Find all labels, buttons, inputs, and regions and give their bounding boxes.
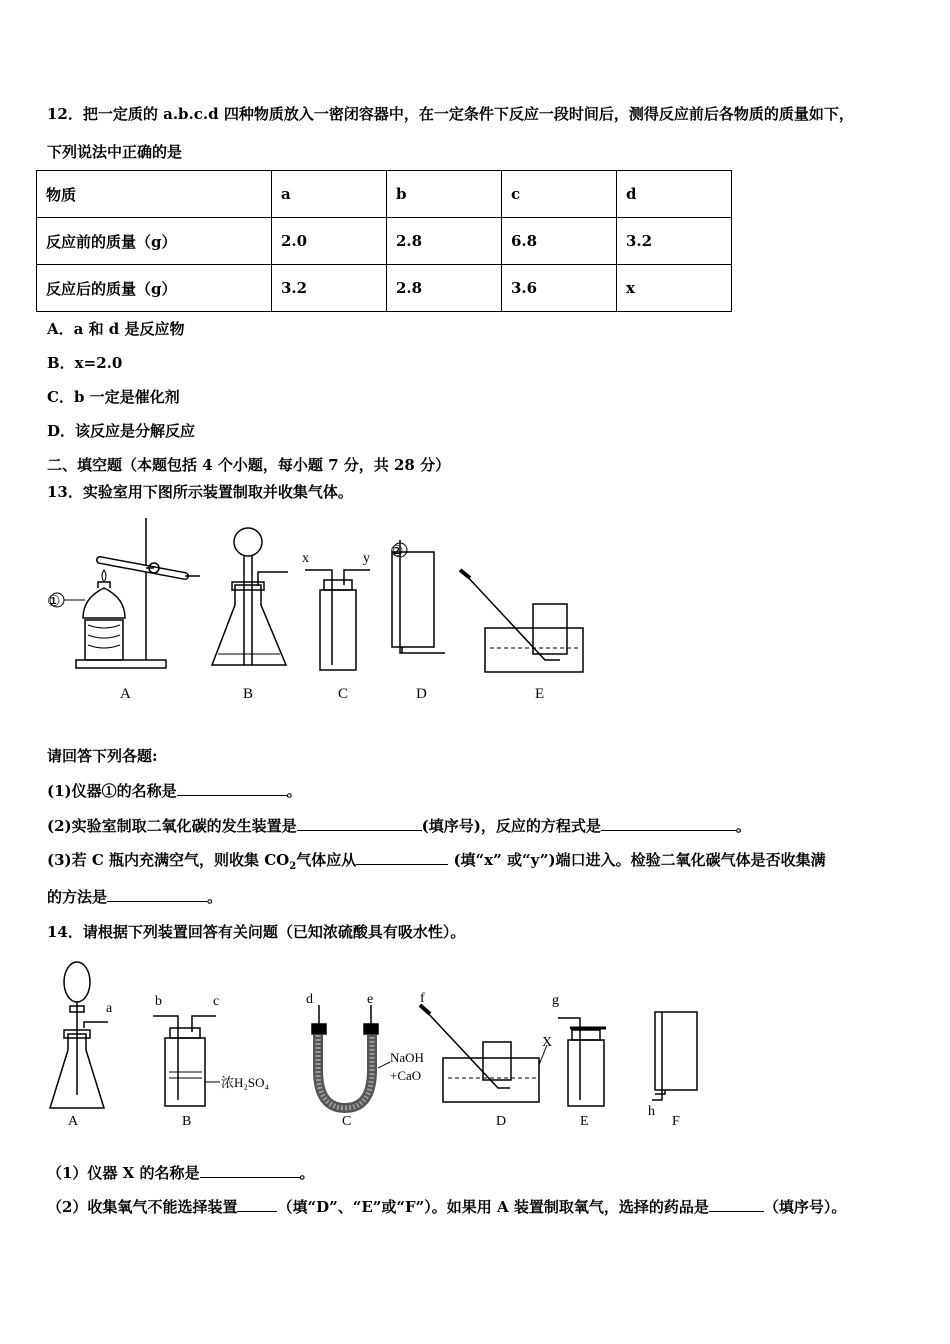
q14-sub2-end: （填序号）。 (763, 1198, 847, 1216)
label-naoh: NaOH (390, 1050, 424, 1065)
q13-sub1-text: (1)仪器①的名称是 (47, 782, 177, 800)
apparatus-d (420, 1005, 547, 1102)
table-cell: 反应后的质量（g） (37, 265, 272, 312)
q14-apparatus-figure (40, 950, 720, 1130)
table-header-cell: b (387, 171, 502, 218)
q13-sub3-subscript: 2 (289, 861, 297, 872)
section2-title: 二、填空题（本题包括 4 个小题，每小题 7 分，共 28 分） (47, 456, 451, 474)
q13-sub3-line2-text: 的方法是 (47, 888, 108, 906)
q12-mass-table (36, 170, 732, 312)
q14-sub1-end: 。 (299, 1164, 315, 1182)
apparatus-b (153, 1016, 220, 1106)
q13-stem: 13．实验室用下图所示装置制取并收集气体。 (47, 483, 353, 501)
q13-sub3-mid: 气体应从 (296, 851, 357, 869)
answer-blank[interactable] (356, 850, 448, 865)
answer-blank[interactable] (177, 781, 287, 796)
table-header-cell: 物质 (37, 171, 272, 218)
label-big-c: C (342, 1114, 352, 1129)
label-b: b (155, 994, 162, 1009)
label-f: f (420, 991, 425, 1006)
label-circle-2-text: ② (390, 544, 404, 560)
label-d: d (306, 992, 313, 1007)
q14-sub1 (47, 1162, 315, 1183)
q12-stem-line2: 下列说法中正确的是 (47, 143, 183, 161)
label-x: x (302, 551, 309, 566)
q13-sub3-text: (3)若 C 瓶内充满空气，则收集 CO (47, 851, 290, 869)
label-c: c (213, 994, 220, 1009)
apparatus-f (652, 1012, 697, 1100)
label-e: E (535, 686, 545, 702)
table-cell: 2.0 (272, 218, 387, 265)
table-cell: 3.6 (502, 265, 617, 312)
q13-sub3-line2 (47, 886, 222, 907)
answer-blank[interactable] (200, 1163, 300, 1178)
table-cell: 3.2 (272, 265, 387, 312)
table-cell: 反应前的质量（g） (37, 218, 272, 265)
answer-blank[interactable] (237, 1197, 277, 1212)
label-big-a: A (68, 1114, 79, 1129)
table-cell: 2.8 (387, 218, 502, 265)
apparatus-a (76, 518, 200, 668)
apparatus-a (50, 962, 108, 1108)
apparatus-b (212, 528, 288, 665)
answer-blank[interactable] (297, 816, 422, 831)
q13-sub1 (47, 780, 302, 801)
q12-stem-line1: 12．把一定质的 a.b.c.d 四种物质放入一密闭容器中，在一定条件下反应一段时间后，测得反应前后各物质的质量如下， (47, 105, 854, 123)
q13-sub2-mid: (填序号)，反应的方程式是 (421, 817, 601, 835)
table-row (37, 265, 732, 312)
table-cell: x (617, 265, 732, 312)
table-header-cell: d (617, 171, 732, 218)
label-big-d: D (496, 1114, 507, 1129)
q14-sub1-text: （1）仪器 X 的名称是 (47, 1164, 200, 1182)
q14-sub2 (47, 1196, 846, 1217)
q13-sub2 (47, 815, 751, 836)
label-a: a (106, 1001, 113, 1016)
answer-blank[interactable] (709, 1197, 764, 1212)
table-header-cell: a (272, 171, 387, 218)
label-h2so4: 浓H₂SO₄ (221, 1075, 270, 1090)
q14-stem: 14．请根据下列装置回答有关问题（已知浓硫酸具有吸水性）。 (47, 923, 466, 941)
label-big-e: E (580, 1114, 589, 1129)
q12-option-d: D．该反应是分解反应 (47, 422, 196, 440)
q13-sub3-line2-end: 。 (207, 888, 223, 906)
label-y: y (363, 551, 370, 566)
apparatus-c (305, 570, 370, 670)
label-cao: +CaO (390, 1068, 422, 1083)
label-x: X (542, 1035, 553, 1050)
label-a: A (120, 686, 131, 702)
q12-option-b: B．x=2.0 (47, 354, 123, 372)
q13-apparatus-figure (40, 510, 600, 705)
apparatus-c (312, 1005, 390, 1108)
q14-sub2-mid: （填“D”、“E”或“F”）。如果用 A 装置制取氧气，选择的药品是 (277, 1198, 709, 1216)
label-h: h (648, 1104, 655, 1119)
q13-sub3-end: (填“x” 或“y”)端口进入。检验二氧化碳气体是否收集满 (448, 851, 826, 869)
q13-prompt: 请回答下列各题: (47, 747, 158, 765)
q13-sub2-text: (2)实验室制取二氧化碳的发生装置是 (47, 817, 297, 835)
q13-sub3 (47, 849, 826, 872)
answer-blank[interactable] (107, 887, 207, 902)
table-cell: 6.8 (502, 218, 617, 265)
q13-sub1-end: 。 (286, 782, 302, 800)
table-cell: 2.8 (387, 265, 502, 312)
label-circle-1-text: ① (47, 594, 61, 610)
label-big-b: B (182, 1114, 192, 1129)
table-header-cell: c (502, 171, 617, 218)
label-c: C (338, 686, 349, 702)
table-row (37, 218, 732, 265)
label-big-f: F (672, 1114, 680, 1129)
table-header-row (37, 171, 732, 218)
label-e: e (367, 992, 374, 1007)
table-cell: 3.2 (617, 218, 732, 265)
q12-option-a: A．a 和 d 是反应物 (47, 320, 185, 338)
q12-option-c: C．b 一定是催化剂 (47, 388, 180, 406)
label-d: D (416, 686, 427, 702)
label-g: g (552, 993, 559, 1008)
label-b: B (243, 686, 254, 702)
answer-blank[interactable] (601, 816, 736, 831)
apparatus-e (558, 1018, 606, 1106)
q13-sub2-end: 。 (735, 817, 751, 835)
q14-sub2-text: （2）收集氧气不能选择装置 (47, 1198, 238, 1216)
apparatus-e (460, 570, 583, 672)
